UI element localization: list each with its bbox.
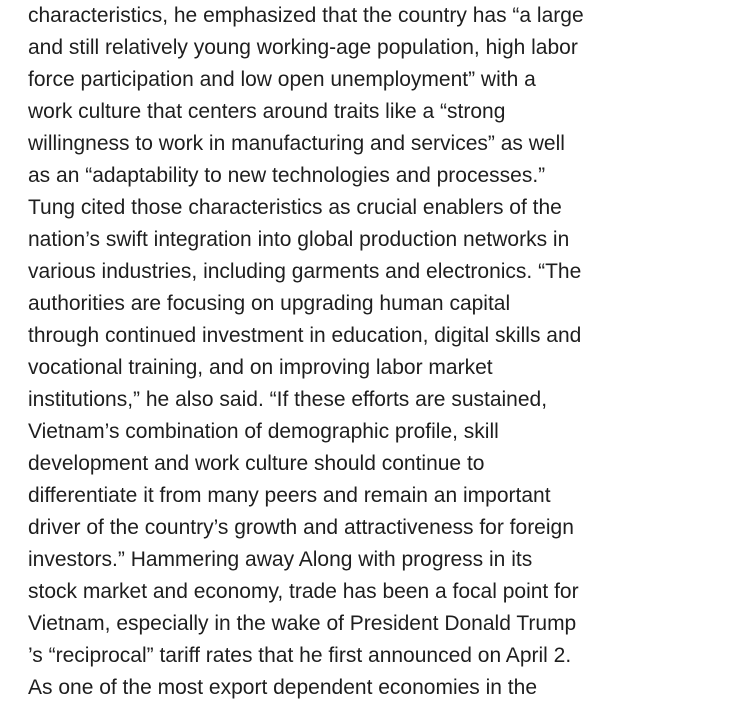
article-line: authorities are focusing on upgrading human capital	[28, 292, 511, 315]
article-line: work culture that centers around traits like a “strong	[28, 100, 506, 123]
article-line: development and work culture should continue to	[28, 452, 485, 475]
article-line: stock market and economy, trade has been a focal point for	[28, 580, 579, 603]
article-line: investors.” Hammering away Along with progress in its	[28, 548, 533, 571]
article-line: characteristics, he emphasized that the country has “a large	[28, 4, 584, 27]
article-line: institutions,” he also said. “If these efforts are sustained,	[28, 388, 548, 411]
article-line: Vietnam, especially in the wake of President Donald Trump	[28, 612, 577, 635]
article-line: nation’s swift integration into global production networks in	[28, 228, 570, 251]
article-line: willingness to work in manufacturing and services” as well	[28, 132, 565, 155]
article-line: as an “adaptability to new technologies and processes.”	[28, 164, 546, 187]
article-line: As one of the most export dependent economies in the	[28, 676, 537, 699]
article-line: various industries, including garments and electronics. “The	[28, 260, 582, 283]
article-line: driver of the country’s growth and attractiveness for foreign	[28, 516, 574, 539]
article-line: Vietnam’s combination of demographic profile, skill	[28, 420, 499, 443]
article-line: through continued investment in education, digital skills and	[28, 324, 582, 347]
article-line: vocational training, and on improving labor market	[28, 356, 493, 379]
article-line: ’s “reciprocal” tariff rates that he first announced on April 2.	[28, 644, 572, 667]
article-body	[28, 0, 738, 704]
article-line: and still relatively young working-age population, high labor	[28, 36, 578, 59]
article-line: Tung cited those characteristics as crucial enablers of the	[28, 196, 562, 219]
article-line: force participation and low open unemployment” with a	[28, 68, 536, 91]
article-line: differentiate it from many peers and remain an important	[28, 484, 551, 507]
